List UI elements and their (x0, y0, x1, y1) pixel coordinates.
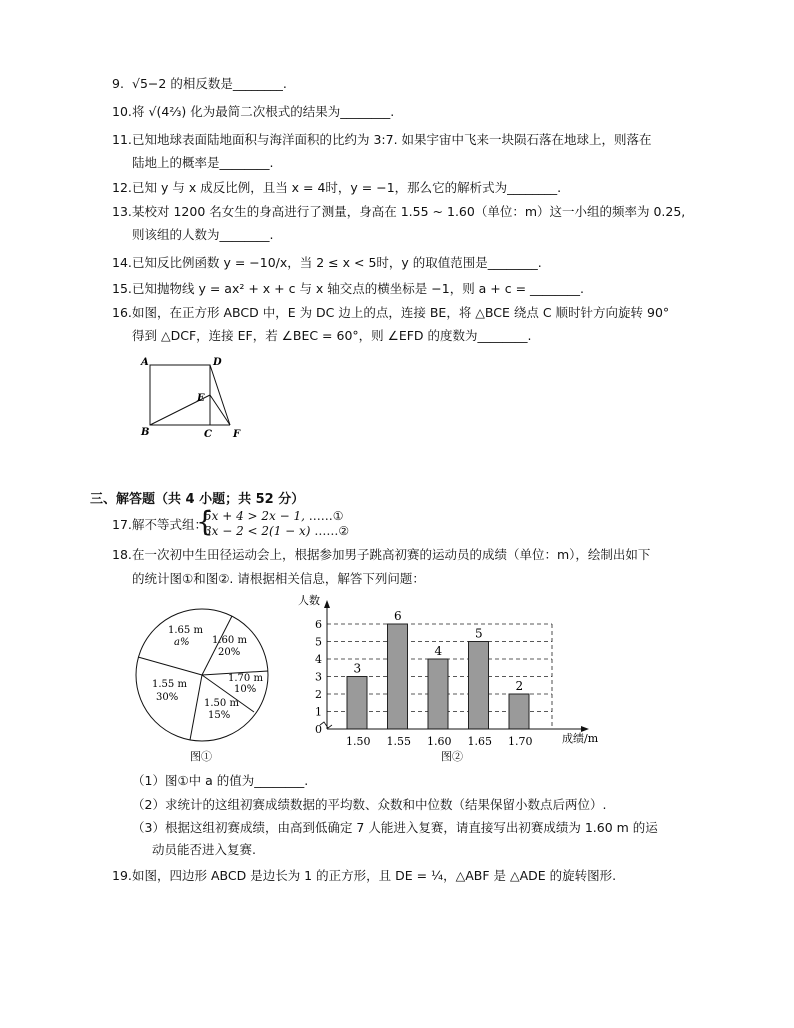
bar-label-1.65: 5 (475, 626, 483, 641)
question-11-cont: 陆地上的概率是________. (132, 155, 274, 170)
question-14: 14.已知反比例函数 y = −10/x，当 2 ≤ x < 5时，y 的取值范围是________. (112, 255, 542, 270)
question-17: 17.解不等式组： (112, 517, 208, 532)
pie-label-155: 1.55 m (152, 679, 187, 690)
figure-2-caption: 图② (441, 750, 463, 763)
question-18: 18.在一次初中生田径运动会上，根据参加男子跳高初赛的运动员的成绩（单位：m），绘制出如下 (112, 547, 651, 562)
pie-label-165: 1.65 m (168, 625, 203, 636)
segment-ef (210, 395, 230, 425)
pie-pct-155: 30% (156, 692, 179, 703)
bar-label-1.50: 3 (353, 661, 362, 676)
question-16-cont: 得到 △DCF，连接 EF，若 ∠BEC = 60°，则 ∠EFD 的度数为________. (132, 328, 532, 343)
question-18-sub3-cont: 动员能否进入复赛. (152, 842, 256, 857)
pie-label-160: 1.60 m (212, 635, 247, 646)
bar-1.70 (509, 694, 529, 729)
y-axis-label: 人数 (298, 594, 320, 607)
figure-1-caption: 图① (190, 750, 212, 763)
section-title: 三、解答题（共 4 小题；共 52 分） (90, 492, 305, 507)
label-f: F (233, 429, 241, 440)
question-19: 19.如图，四边形 ABCD 是边长为 1 的正方形，且 DE = ¼，△ABF 是 △ADE 的旋转图形. (112, 868, 617, 883)
bar-1.50 (347, 677, 367, 730)
question-12: 12.已知 y 与 x 成反比例，且当 x = 4时，y = −1，那么它的解析式为________. (112, 180, 562, 195)
bar-1.60 (428, 659, 448, 729)
y-tick-1: 1 (315, 705, 322, 719)
x-tick-1.60: 1.60 (427, 735, 452, 748)
inequality-system (204, 509, 349, 539)
y-tick-2: 2 (315, 688, 322, 701)
square-figure (135, 355, 255, 445)
question-15: 15.已知抛物线 y = ax² + x + c 与 x 轴交点的横坐标是 −1，则 a + c = ________. (112, 281, 585, 296)
y-tick-4: 4 (315, 653, 322, 666)
x-axis-label: 成绩/m (562, 732, 599, 745)
bar-label-1.70: 2 (515, 679, 524, 693)
pie-pct-170: 10% (234, 684, 257, 695)
bar-1.55 (388, 624, 408, 729)
question-18-sub1: （1）图①中 a 的值为________. (132, 773, 309, 788)
x-tick-1.65: 1.65 (467, 735, 492, 748)
x-tick-1.50: 1.50 (346, 735, 371, 748)
label-b: B (141, 427, 150, 438)
question-11: 11.已知地球表面陆地面积与海洋面积的比约为 3:7. 如果宇宙中飞来一块陨石落在地球上，则落在 (112, 132, 652, 147)
pie-label-150: 1.50 m (204, 698, 239, 709)
question-13-cont: 则该组的人数为________. (132, 227, 274, 242)
question-13: 13.某校对 1200 名女生的身高进行了测量，身高在 1.55 ~ 1.60（单位：m）这一小组的频率为 0.25, (112, 204, 686, 219)
y-tick-0: 0 (315, 723, 322, 736)
label-e: E (197, 393, 205, 404)
question-18-sub3: （3）根据这组初赛成绩，由高到低确定 7 人能进入复赛，请直接写出初赛成绩为 1.60 m 的运 (132, 820, 658, 835)
system-brace: { (196, 505, 214, 538)
segment-df (210, 365, 230, 425)
question-18-cont: 的统计图①和图②. 请根据相关信息，解答下列问题： (132, 571, 425, 586)
question-16: 16.如图，在正方形 ABCD 中，E 为 DC 边上的点，连接 BE，将 △BCE 绕点 C 顺时针方向旋转 90° (112, 305, 670, 320)
bar-label-1.60: 4 (434, 644, 443, 658)
inequality-1: 5x + 4 > 2x − 1, ……① (204, 509, 344, 523)
question-10: 10.将 √(4⅔) 化为最简二次根式的结果为________. (112, 104, 395, 119)
x-tick-1.55: 1.55 (386, 735, 411, 748)
y-axis-arrow (324, 600, 330, 608)
x-tick-labels (346, 735, 533, 748)
y-tick-3: 3 (315, 670, 322, 684)
bar-1.65 (469, 642, 489, 730)
label-c: C (204, 429, 212, 440)
x-tick-1.70: 1.70 (508, 735, 533, 748)
question-18-sub2: （2）求统计的这组初赛成绩数据的平均数、众数和中位数（结果保留小数点后两位）. (132, 797, 607, 812)
pie-label-170: 1.70 m (228, 673, 263, 684)
label-d: D (213, 357, 222, 368)
pie-pct-165: a% (174, 637, 190, 648)
question-9: 9. √5−2 的相反数是________. (112, 76, 287, 91)
y-tick-6: 6 (315, 618, 322, 631)
pie-chart (130, 605, 280, 770)
bar-label-1.55: 6 (394, 609, 402, 623)
label-a: A (141, 357, 149, 368)
inequality-2: 3x − 2 < 2(1 − x) ……② (204, 524, 350, 538)
y-tick-labels (315, 618, 322, 736)
y-tick-5: 5 (315, 635, 322, 649)
pie-pct-160: 20% (218, 647, 241, 658)
bar-chart (290, 592, 610, 770)
pie-pct-150: 15% (208, 710, 231, 721)
